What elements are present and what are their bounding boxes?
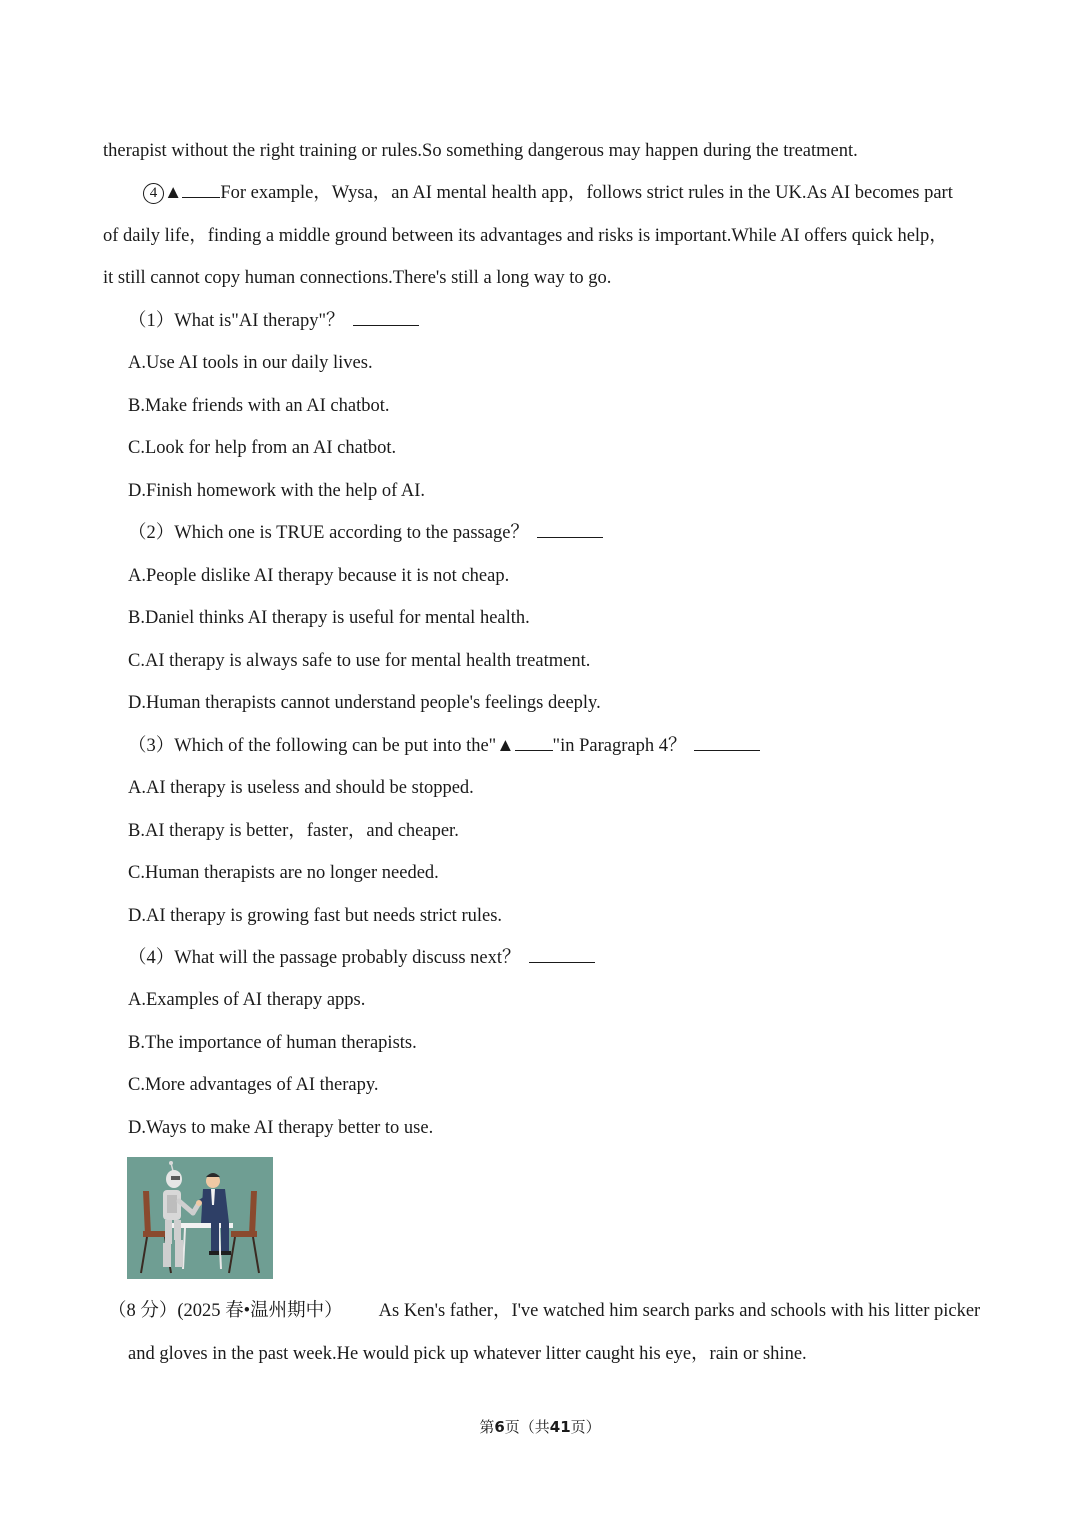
arm-wrestling-image: [127, 1157, 273, 1279]
paragraph-number-4: 4: [143, 183, 164, 204]
option-b[interactable]: B.AI therapy is better，faster，and cheaper.: [128, 821, 459, 841]
answer-blank[interactable]: [537, 521, 603, 538]
paragraph-4-text: For example，Wysa，an AI mental health app，follows strict rules in the UK.As AI becomes part: [220, 183, 953, 203]
option-a[interactable]: A.Use AI tools in our daily lives.: [128, 353, 373, 373]
option-a[interactable]: A.AI therapy is useless and should be stopped.: [128, 778, 474, 798]
page-footer: [0, 1416, 1080, 1437]
triangle-icon: ▲: [496, 736, 515, 756]
passage-line: it still cannot copy human connections.There's still a long way to go.: [103, 268, 612, 288]
answer-blank[interactable]: [529, 946, 595, 963]
footer-prefix: 第: [479, 1418, 495, 1436]
question-stem-end: "in Paragraph 4？: [552, 736, 687, 756]
passage-line: of daily life，finding a middle ground between its advantages and risks is important.While AI offers quick help，: [103, 226, 948, 246]
option-d[interactable]: D.Ways to make AI therapy better to use.: [128, 1118, 434, 1138]
option-b[interactable]: B.The importance of human therapists.: [128, 1033, 417, 1053]
option-c[interactable]: C.Look for help from an AI chatbot.: [128, 438, 397, 458]
passage-line: and gloves in the past week.He would pick up whatever litter caught his eye，rain or shine.: [128, 1344, 807, 1364]
passage-text: As Ken's father，I've watched him search parks and schools with his litter picker: [378, 1301, 981, 1321]
passage-line: therapist without the right training or rules.So something dangerous may happen during the treatment.: [103, 141, 858, 161]
question-1: [128, 309, 419, 333]
option-d[interactable]: D.Human therapists cannot understand people's feelings deeply.: [128, 693, 601, 713]
triangle-icon: ▲: [164, 183, 183, 203]
answer-blank: [182, 181, 220, 198]
option-d[interactable]: D.AI therapy is growing fast but needs strict rules.: [128, 906, 503, 926]
option-b[interactable]: B.Make friends with an AI chatbot.: [128, 396, 390, 416]
option-c[interactable]: C.AI therapy is always safe to use for mental health treatment.: [128, 651, 591, 671]
paragraph-4-first-line: [143, 181, 953, 205]
option-c[interactable]: C.More advantages of AI therapy.: [128, 1075, 379, 1095]
next-passage-first-line: [108, 1299, 980, 1323]
question-stem: （4）What will the passage probably discuss next？: [128, 948, 521, 968]
option-a[interactable]: A.People dislike AI therapy because it is not cheap.: [128, 566, 510, 586]
question-stem: （1）What is"AI therapy"？: [128, 311, 345, 331]
question-source: （8 分）(2025 春•温州期中）: [108, 1301, 343, 1321]
robot-vs-human-illustration: [127, 1157, 273, 1279]
question-3: [128, 734, 760, 758]
footer-mid: 页（共: [504, 1418, 550, 1436]
inline-blank: [515, 734, 553, 751]
answer-blank[interactable]: [694, 734, 760, 751]
total-pages: 41: [549, 1418, 571, 1436]
question-2: [128, 521, 603, 545]
option-c[interactable]: C.Human therapists are no longer needed.: [128, 863, 439, 883]
answer-blank[interactable]: [353, 309, 419, 326]
question-stem: （2）Which one is TRUE according to the passage？: [128, 523, 529, 543]
option-a[interactable]: A.Examples of AI therapy apps.: [128, 990, 366, 1010]
option-d[interactable]: D.Finish homework with the help of AI.: [128, 481, 426, 501]
footer-suffix: 页）: [570, 1418, 601, 1436]
question-4: [128, 946, 595, 970]
option-b[interactable]: B.Daniel thinks AI therapy is useful for mental health.: [128, 608, 530, 628]
question-stem: （3）Which of the following can be put into the": [128, 736, 497, 756]
page-number: 6: [494, 1418, 505, 1436]
